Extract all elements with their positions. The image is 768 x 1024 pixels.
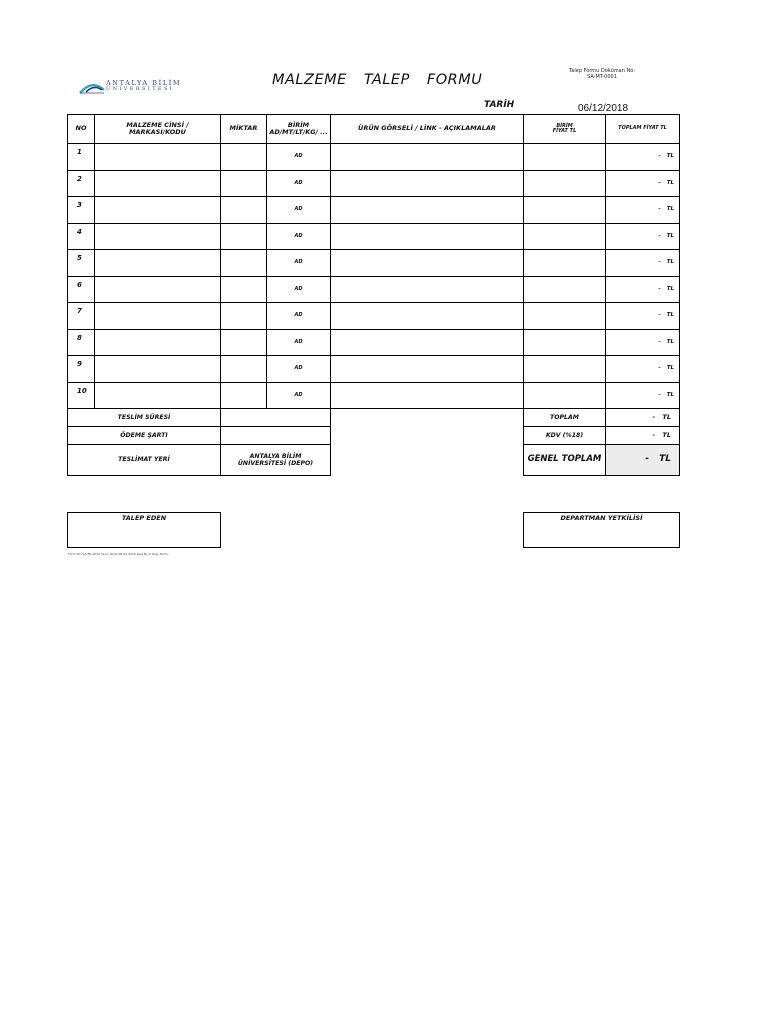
document-number bbox=[560, 68, 644, 80]
row-description-field[interactable] bbox=[330, 302, 524, 330]
row-no: 9 bbox=[67, 355, 95, 383]
row-quantity-field[interactable] bbox=[220, 143, 267, 171]
delivery-place-field[interactable]: ANTALYA BİLİM ÜNİVERSİTESİ (DEPO) bbox=[220, 444, 331, 476]
header-unit: BİRİM AD/MT/LT/KG/ ... bbox=[266, 114, 331, 144]
delivery-time-field[interactable] bbox=[220, 408, 331, 427]
department-signature-box[interactable]: DEPARTMAN YETKİLİSİ bbox=[523, 512, 680, 548]
row-material-field[interactable] bbox=[94, 170, 221, 198]
row-unit-price-field[interactable] bbox=[523, 170, 606, 198]
row-material-field[interactable] bbox=[94, 302, 221, 330]
row-unit: AD bbox=[266, 329, 331, 357]
delivery-place-label: TESLİMAT YERİ bbox=[67, 444, 221, 476]
row-total-price: - TL bbox=[605, 249, 680, 277]
row-unit-price-field[interactable] bbox=[523, 382, 606, 410]
row-no: 4 bbox=[67, 223, 95, 251]
row-total-price: - TL bbox=[605, 223, 680, 251]
row-unit: AD bbox=[266, 355, 331, 383]
row-unit: AD bbox=[266, 302, 331, 330]
row-unit: AD bbox=[266, 249, 331, 277]
header-no: NO bbox=[67, 114, 95, 144]
payment-terms-label: ÖDEME ŞARTI bbox=[67, 426, 221, 445]
header-material: MALZEME CİNSİ / MARKASI/KODU bbox=[94, 114, 221, 144]
row-unit-price-field[interactable] bbox=[523, 249, 606, 277]
grand-total-value: - TL bbox=[605, 444, 680, 476]
row-unit-price-field[interactable] bbox=[523, 196, 606, 224]
row-total-price: - TL bbox=[605, 276, 680, 304]
row-quantity-field[interactable] bbox=[220, 382, 267, 410]
row-quantity-field[interactable] bbox=[220, 302, 267, 330]
logo-line-2: ÜNİVERSİTESİ bbox=[106, 86, 175, 92]
row-no: 1 bbox=[67, 143, 95, 171]
row-description-field[interactable] bbox=[330, 382, 524, 410]
row-no: 3 bbox=[67, 196, 95, 224]
row-total-price: - TL bbox=[605, 382, 680, 410]
row-material-field[interactable] bbox=[94, 382, 221, 410]
row-quantity-field[interactable] bbox=[220, 196, 267, 224]
row-unit-price-field[interactable] bbox=[523, 276, 606, 304]
row-description-field[interactable] bbox=[330, 170, 524, 198]
vat-value: - TL bbox=[605, 426, 680, 445]
row-unit-price-field[interactable] bbox=[523, 302, 606, 330]
row-description-field[interactable] bbox=[330, 329, 524, 357]
document-number-value: SA-MT-0001 bbox=[587, 74, 617, 80]
row-material-field[interactable] bbox=[94, 355, 221, 383]
row-material-field[interactable] bbox=[94, 223, 221, 251]
subtotal-value: - TL bbox=[605, 408, 680, 427]
row-no: 7 bbox=[67, 302, 95, 330]
row-total-price: - TL bbox=[605, 355, 680, 383]
form-title: MALZEME TALEP FORMU bbox=[272, 72, 483, 88]
row-description-field[interactable] bbox=[330, 196, 524, 224]
row-unit-price-field[interactable] bbox=[523, 355, 606, 383]
row-total-price: - TL bbox=[605, 170, 680, 198]
row-unit: AD bbox=[266, 196, 331, 224]
vat-label: KDV (%18) bbox=[523, 426, 606, 445]
row-quantity-field[interactable] bbox=[220, 249, 267, 277]
row-no: 10 bbox=[67, 382, 95, 410]
row-material-field[interactable] bbox=[94, 249, 221, 277]
row-no: 6 bbox=[67, 276, 95, 304]
requester-signature-box[interactable]: TALEP EDEN bbox=[67, 512, 221, 548]
row-total-price: - TL bbox=[605, 329, 680, 357]
row-quantity-field[interactable] bbox=[220, 355, 267, 383]
header-unit-price: BİRİM FİYAT TL bbox=[523, 114, 606, 144]
row-material-field[interactable] bbox=[94, 143, 221, 171]
row-total-price: - TL bbox=[605, 196, 680, 224]
row-material-field[interactable] bbox=[94, 196, 221, 224]
row-no: 2 bbox=[67, 170, 95, 198]
row-description-field[interactable] bbox=[330, 143, 524, 171]
header-total-price: TOPLAM FİYAT TL bbox=[605, 114, 680, 144]
row-unit: AD bbox=[266, 143, 331, 171]
row-unit-price-field[interactable] bbox=[523, 223, 606, 251]
delivery-time-label: TESLİM SÜRESİ bbox=[67, 408, 221, 427]
row-unit-price-field[interactable] bbox=[523, 143, 606, 171]
grand-total-label: GENEL TOPLAM bbox=[523, 444, 606, 476]
row-no: 8 bbox=[67, 329, 95, 357]
date-value[interactable]: 06/12/2018 bbox=[578, 103, 629, 114]
subtotal-label: TOPLAM bbox=[523, 408, 606, 427]
row-unit: AD bbox=[266, 382, 331, 410]
row-unit: AD bbox=[266, 170, 331, 198]
row-description-field[interactable] bbox=[330, 249, 524, 277]
payment-terms-field[interactable] bbox=[220, 426, 331, 445]
row-unit-price-field[interactable] bbox=[523, 329, 606, 357]
row-quantity-field[interactable] bbox=[220, 170, 267, 198]
header-quantity: MİKTAR bbox=[220, 114, 267, 144]
row-total-price: - TL bbox=[605, 302, 680, 330]
row-description-field[interactable] bbox=[330, 355, 524, 383]
row-material-field[interactable] bbox=[94, 329, 221, 357]
row-quantity-field[interactable] bbox=[220, 329, 267, 357]
document-number-label: Talep Formu Doküman No: bbox=[569, 68, 635, 74]
row-unit: AD bbox=[266, 276, 331, 304]
row-quantity-field[interactable] bbox=[220, 276, 267, 304]
row-description-field[interactable] bbox=[330, 276, 524, 304]
row-quantity-field[interactable] bbox=[220, 223, 267, 251]
date-label: TARİH bbox=[484, 100, 515, 110]
row-material-field[interactable] bbox=[94, 276, 221, 304]
row-description-field[interactable] bbox=[330, 223, 524, 251]
logo-line-1: ANTALYA BİLİM bbox=[106, 79, 182, 87]
form-footer: Form No: SA-FR-0032 Yayın Tarihi:06.05.2016 Değ.No:0 Değ. Tarihi: bbox=[68, 552, 169, 556]
row-no: 5 bbox=[67, 249, 95, 277]
header-description: ÜRÜN GÖRSELİ / LİNK - AÇIKLAMALAR bbox=[330, 114, 524, 144]
row-total-price: - TL bbox=[605, 143, 680, 171]
row-unit: AD bbox=[266, 223, 331, 251]
